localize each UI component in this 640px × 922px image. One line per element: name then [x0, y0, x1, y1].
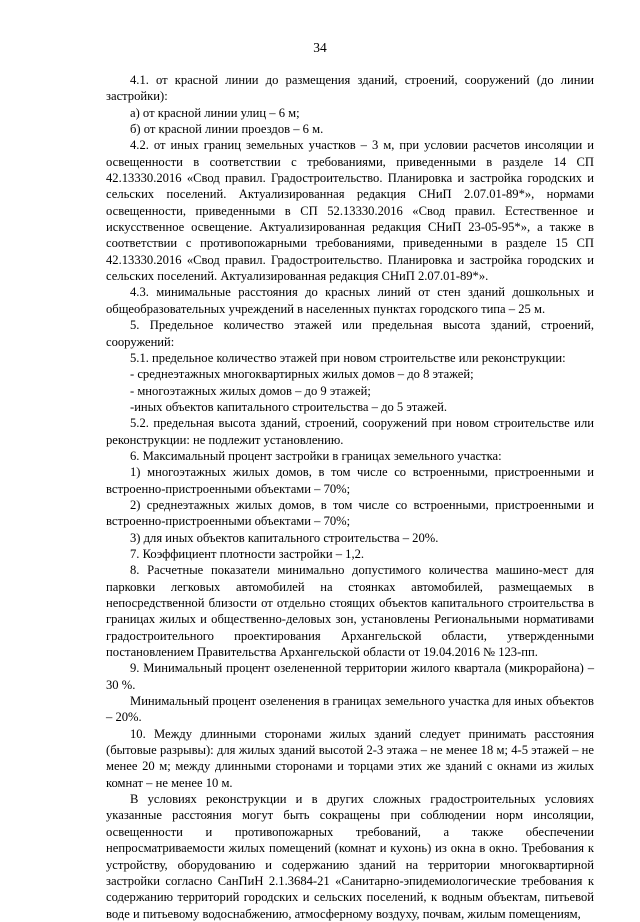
- paragraph: 6. Максимальный процент застройки в границах земельного участка:: [130, 448, 502, 463]
- paragraph: 3) для иных объектов капитального строительства – 20%.: [130, 530, 439, 545]
- page-number: 34: [313, 40, 327, 55]
- paragraph: 10. Между длинными сторонами жилых зданий следует принимать расстояния (бытовые разрывы): для жилых зданий высотой 2-3 этажа – не менее 18 м; 4-5 этажей – не менее 20 м; между длинными сторонами и торцами этих же зданий с окнами из жилых комнат – не менее 10 м.: [106, 726, 594, 790]
- paragraph: 1) многоэтажных жилых домов, в том числе со встроенными, пристроенными и встроенно-пристроенными объектами – 70%;: [106, 465, 594, 496]
- document-body: [106, 72, 594, 922]
- paragraph: 5.1. предельное количество этажей при новом строительстве или реконструкции:: [130, 350, 566, 365]
- paragraph: 2) среднеэтажных жилых домов, в том числе со встроенными, пристроенными и встроенно-пристроенными объектами – 70%;: [106, 497, 594, 529]
- paragraph: В условиях реконструкции и в других сложных градостроительных условиях указанные расстояния могут быть сокращены при соблюдении норм инсоляции, освещенности и противопожарных требований, а также обеспечении непросматриваемости жилых помещений (комнат и кухонь) из окна в окно. Требования к устройству, оборудованию и содержанию зданий на территории многоквартирной застройки согласно СанПиН 2.1.3684-21 «Санитарно-эпидемиологические требования к содержанию территорий городских и сельских поселений, к водным объектам, питьевой воде и питьевому водоснабжению, атмосферному воздуху, почвам, жилым помещениям,: [106, 792, 594, 921]
- paragraph: - многоэтажных жилых домов – до 9 этажей;: [130, 383, 371, 398]
- paragraph: а) от красной линии улиц – 6 м;: [130, 105, 300, 120]
- paragraph: 5.2. предельная высота зданий, строений, сооружений при новом строительстве или реконструкции: не подлежит установлению.: [106, 416, 594, 447]
- paragraph: 4.3. минимальные расстояния до красных линий от стен зданий дошкольных и общеобразовательных учреждений в населенных пунктах городского типа – 25 м.: [106, 285, 594, 316]
- paragraph: 4.2. от иных границ земельных участков – 3 м, при условии расчетов инсоляции и освещенности в соответствии с требованиями, приведенными в разделе 14 СП 42.13330.2016 «Свод правил. Градостроительство. Планировка и застройка городских и сельских поселений. Актуализированная редакция СНиП 2.07.01-89*», нормами освещенности, приведенными в СП 52.13330.2016 «Свод правил. Естественное и искусственное освещение. Актуализированная редакция СНиП 23-05-95*», а также в соответствии с противопожарными требованиями, приведенными в разделе 15 СП 42.13330.2016 «Свод правил. Градостроительство. Планировка и застройка городских и сельских поселений. Актуализированная редакция СНиП 2.07.01-89*».: [106, 138, 594, 284]
- paragraph: 9. Минимальный процент озелененной территории жилого квартала (микрорайона) – 30 %.: [106, 661, 594, 692]
- paragraph: - среднеэтажных многоквартирных жилых домов – до 8 этажей;: [130, 367, 474, 382]
- paragraph: 4.1. от красной линии до размещения зданий, строений, сооружений (до линии застройки):: [106, 73, 594, 104]
- paragraph: 5. Предельное количество этажей или предельная высота зданий, строений, сооружений:: [106, 318, 594, 349]
- paragraph: б) от красной линии проездов – 6 м.: [130, 122, 324, 137]
- paragraph: -иных объектов капитального строительства – до 5 этажей.: [130, 399, 448, 414]
- paragraph: 8. Расчетные показатели минимально допустимого количества машино-мест для парковки легковых автомобилей на стоянках автомобилей, размещаемых в непосредственной близости от отдельно стоящих объектов капитального строительства в границах жилых и общественно-деловых зон, установлены Региональными нормативами градостроительного проектирования Архангельской области, утвержденными постановлением Правительства Архангельской области от 19.04.2016 № 123-пп.: [106, 563, 594, 660]
- paragraph: 7. Коэффициент плотности застройки – 1,2.: [130, 546, 365, 561]
- paragraph: Минимальный процент озеленения в границах земельного участка для иных объектов – 20%.: [106, 694, 594, 725]
